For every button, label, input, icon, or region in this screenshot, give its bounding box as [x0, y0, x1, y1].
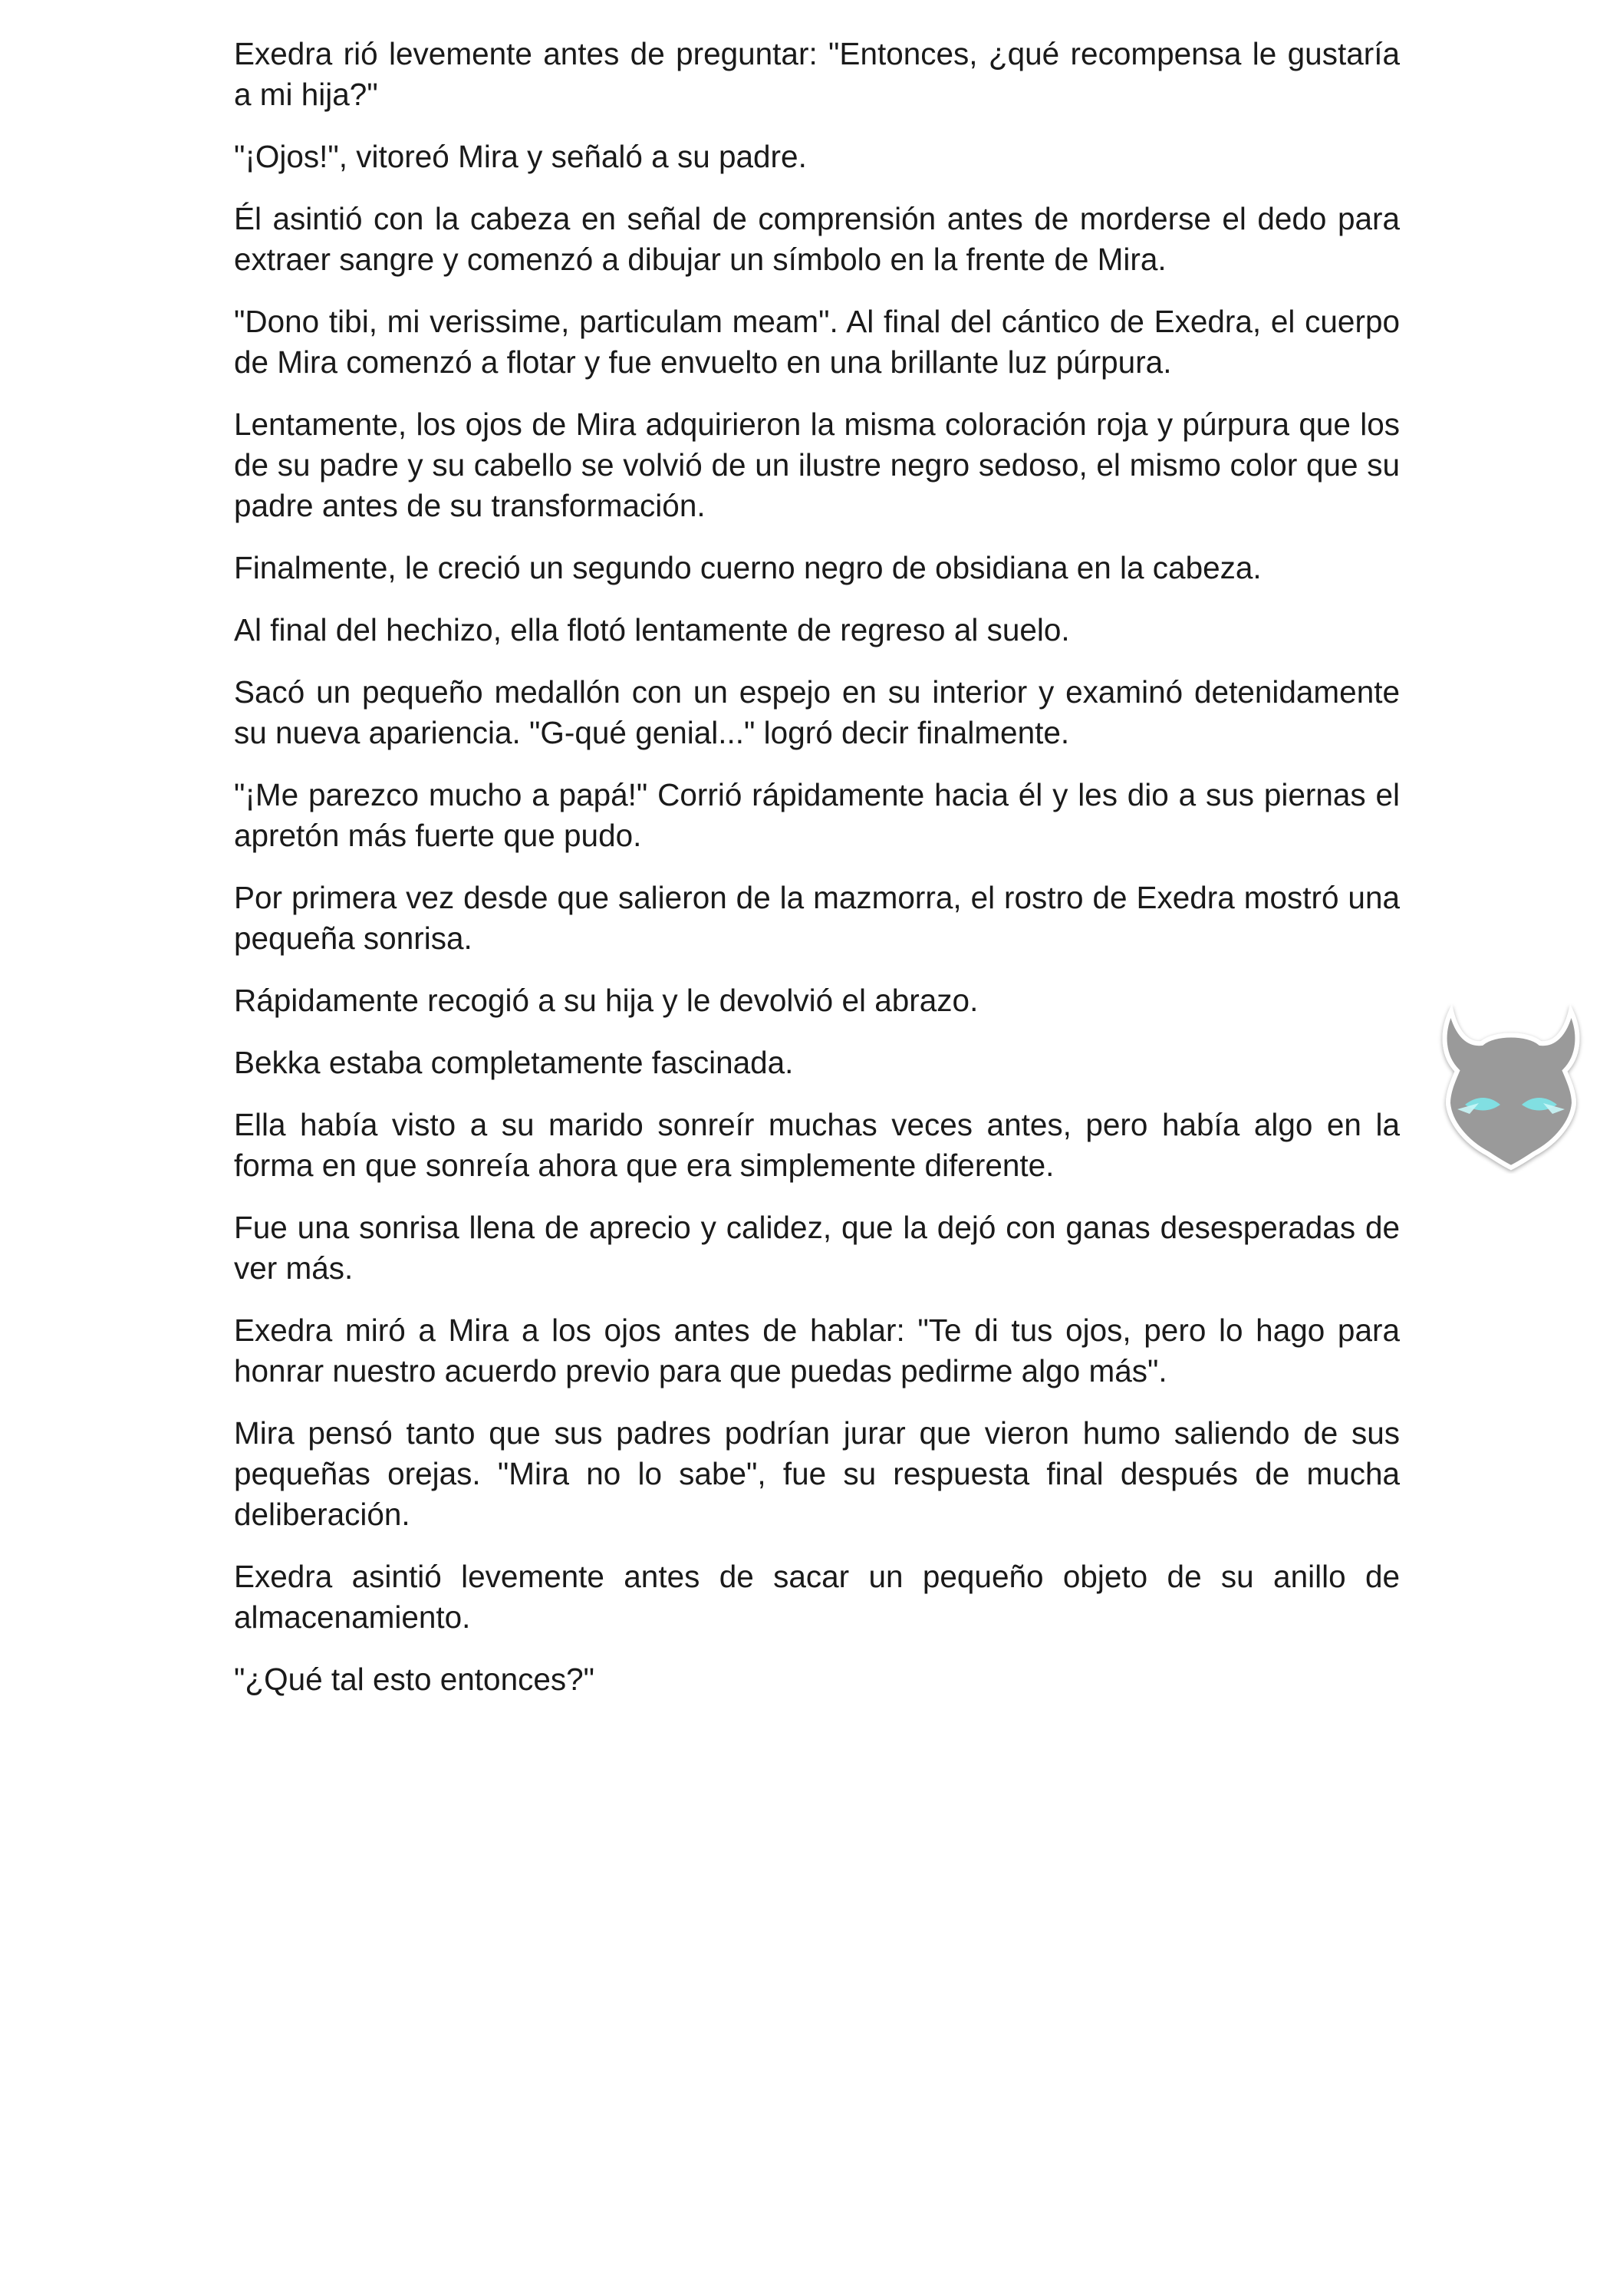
paragraph: "¿Qué tal esto entonces?" [234, 1662, 595, 1697]
paragraph: Él asintió con la cabeza en señal de comprensión antes de morderse el dedo para extraer sangre y comenzó a dibujar un símbolo en la frente de Mira. [234, 201, 1400, 277]
paragraph: Mira pensó tanto que sus padres podrían jurar que vieron humo saliendo de sus pequeñas orejas. "Mira no lo sabe", fue su respuesta final después de mucha deliberación. [234, 1415, 1400, 1532]
paragraph: Lentamente, los ojos de Mira adquirieron la misma coloración roja y púrpura que los de su padre y su cabello se volvió de un ilustre negro sedoso, el mismo color que su padre antes de su transformación. [234, 407, 1400, 523]
paragraph: Exedra miró a Mira a los ojos antes de hablar: "Te di tus ojos, pero lo hago para honrar nuestro acuerdo previo para que puedas pedirme algo más". [234, 1313, 1400, 1388]
paragraph: "¡Me parezco mucho a papá!" Corrió rápidamente hacia él y les dio a sus piernas el apretón más fuerte que pudo. [234, 777, 1400, 853]
paragraph: Por primera vez desde que salieron de la mazmorra, el rostro de Exedra mostró una pequeña sonrisa. [234, 880, 1400, 956]
paragraph: "¡Ojos!", vitoreó Mira y señaló a su padre. [234, 139, 807, 174]
paragraph: Finalmente, le creció un segundo cuerno negro de obsidiana en la cabeza. [234, 550, 1262, 585]
paragraph: Ella había visto a su marido sonreír muchas veces antes, pero había algo en la forma en que sonreía ahora que era simplemente diferente. [234, 1107, 1400, 1183]
paragraph: Exedra rió levemente antes de preguntar: "Entonces, ¿qué recompensa le gustaría a mi hija?" [234, 36, 1400, 112]
paragraph: Exedra asintió levemente antes de sacar un pequeño objeto de su anillo de almacenamiento. [234, 1559, 1400, 1635]
paragraph: "Dono tibi, mi verissime, particulam meam". Al final del cántico de Exedra, el cuerpo de Mira comenzó a flotar y fue envuelto en una brillante luz púrpura. [234, 304, 1400, 380]
demon-head-icon [1434, 997, 1588, 1174]
paragraph: Sacó un pequeño medallón con un espejo en su interior y examinó detenidamente su nueva apariencia. "G-qué genial..." logró decir finalmente. [234, 674, 1400, 750]
paragraph: Bekka estaba completamente fascinada. [234, 1045, 794, 1080]
paragraph: Fue una sonrisa llena de aprecio y calidez, que la dejó con ganas desesperadas de ver más. [234, 1210, 1400, 1286]
document-body [234, 34, 1400, 1721]
paragraph: Al final del hechizo, ella flotó lentamente de regreso al suelo. [234, 612, 1070, 647]
paragraph: Rápidamente recogió a su hija y le devolvió el abrazo. [234, 983, 979, 1018]
